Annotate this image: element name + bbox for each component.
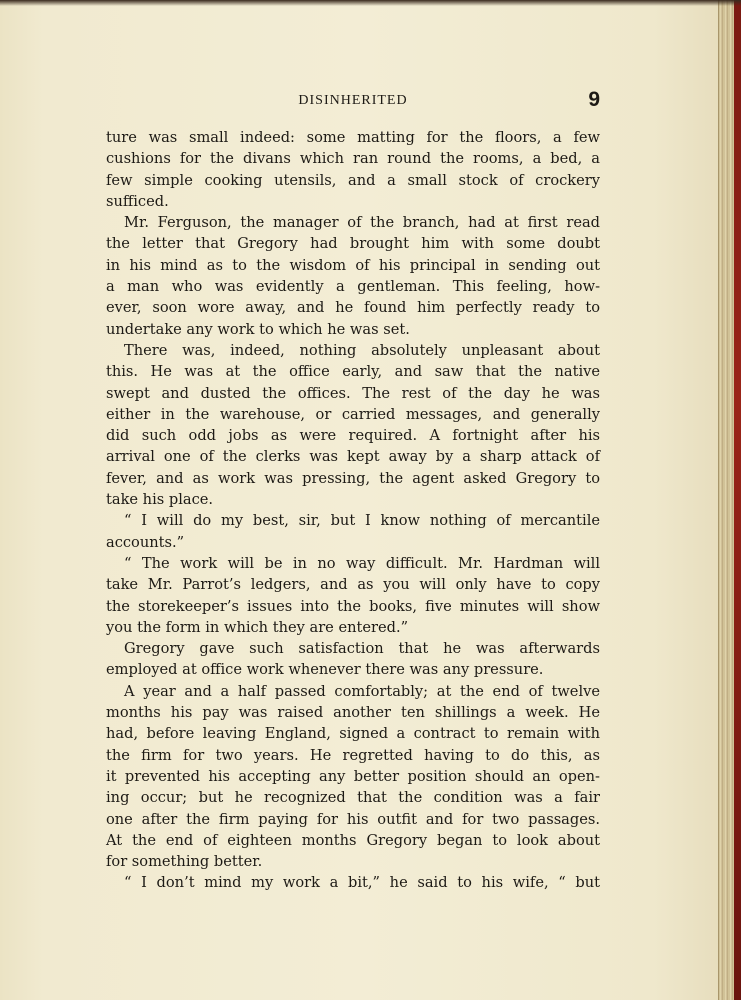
text-line: employed at office work whenever there was any pressure. (106, 661, 544, 679)
text-line: ing occur; but he recognized that the condition was a fair (106, 789, 600, 807)
page-number: 9 (588, 88, 600, 111)
text-line: ture was small indeed: some matting for the floors, a few (106, 129, 600, 146)
text-line: sufficed. (106, 192, 169, 210)
text-line: fever, and as work was pressing, the agent asked Gregory to (106, 469, 600, 487)
text-line: this. He was at the office early, and saw that the native (106, 363, 600, 381)
text-line: for something better. (106, 853, 263, 871)
text-line: take his place. (106, 491, 214, 509)
text-line: arrival one of the clerks was kept away by a sharp attack of (106, 448, 600, 466)
text-line: in his mind as to the wisdom of his principal in sending out (106, 256, 600, 274)
running-title: DISINHERITED (298, 93, 408, 108)
body-text (106, 127, 600, 894)
text-line: a man who was evidently a gentleman. This feeling, how- (106, 278, 600, 296)
text-line: months his pay was raised another ten shillings a week. He (106, 704, 600, 722)
text-line: the firm for two years. He regretted having to do this, as (106, 746, 600, 764)
text-line: you the form in which they are entered.” (106, 618, 409, 636)
text-line: At the end of eighteen months Gregory began to look about (106, 831, 600, 849)
text-line: the storekeeper’s issues into the books, five minutes will show (106, 597, 600, 615)
text-line: did such odd jobs as were required. A fortnight after his (106, 427, 600, 445)
text-line: the letter that Gregory had brought him with some doubt (106, 235, 600, 253)
text-line: Gregory gave such satisfaction that he was afterwards (124, 640, 600, 658)
text-line: undertake any work to which he was set. (106, 320, 410, 338)
text-line: “ I will do my best, sir, but I know nothing of mercantile (124, 512, 600, 530)
text-line: cushions for the divans which ran round the rooms, a bed, a (106, 150, 600, 168)
text-line: either in the warehouse, or carried messages, and generally (106, 405, 600, 423)
text-line: Mr. Ferguson, the manager of the branch, had at first read (124, 214, 600, 232)
text-line: “ I don’t mind my work a bit,” he said to his wife, “ but (124, 874, 600, 892)
text-line: few simple cooking utensils, and a small stock of crockery (106, 171, 600, 189)
text-line: one after the firm paying for his outfit and for two passages. (106, 810, 600, 828)
scan-shadow (0, 0, 741, 6)
text-line: There was, indeed, nothing absolutely unpleasant about (124, 341, 600, 359)
text-line: ever, soon wore away, and he found him perfectly ready to (106, 299, 600, 317)
text-line: had, before leaving England, signed a contract to remain with (106, 725, 600, 743)
text-line: “ The work will be in no way difficult. Mr. Hardman will (124, 554, 600, 572)
text-line: take Mr. Parrot’s ledgers, and as you will only have to copy (106, 576, 600, 594)
text-line: accounts.” (106, 533, 185, 551)
book-spine (734, 0, 741, 1000)
text-line: A year and a half passed comfortably; at the end of twelve (124, 682, 600, 700)
page-header (106, 88, 600, 116)
text-line: it prevented his accepting any better position should an open- (106, 767, 600, 785)
text-line: swept and dusted the offices. The rest of the day he was (106, 384, 600, 402)
